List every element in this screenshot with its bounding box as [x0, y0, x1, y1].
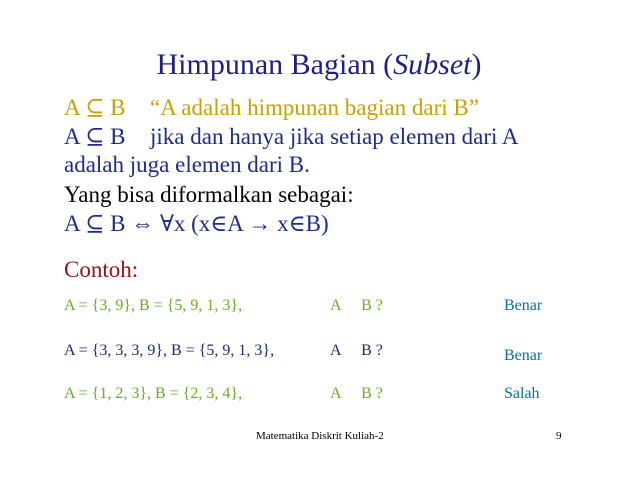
- example-heading: Contoh:: [64, 257, 139, 282]
- formal-definition: A ⊆ B ⇔ ∀x (x∈A → x∈B): [64, 211, 329, 236]
- example-3-sets: A = {1, 2, 3}, B = {2, 3, 4},: [64, 385, 243, 402]
- example-1-sets: A = {3, 9}, B = {5, 9, 1, 3},: [64, 297, 243, 314]
- definition-symbol: A ⊆ B: [64, 95, 126, 120]
- slide-title: Himpunan Bagian (Subset): [156, 48, 482, 81]
- iff-continuation: adalah juga elemen dari B.: [64, 152, 310, 177]
- definition-text: “A adalah himpunan bagian dari B”: [150, 95, 479, 120]
- example-3-question: A B ?: [330, 385, 367, 402]
- page-number: 9: [556, 430, 562, 442]
- example-1-question: A B ?: [330, 297, 367, 314]
- example-3-answer: Salah: [504, 385, 540, 402]
- footer-course: Matematika Diskrit Kuliah-2: [256, 430, 384, 442]
- iff-text: jika dan hanya jika setiap elemen dari A: [150, 124, 519, 149]
- example-2-question: A B ?: [330, 342, 367, 359]
- example-2-sets: A = {3, 3, 3, 9}, B = {5, 9, 1, 3},: [64, 342, 275, 359]
- example-1-answer: Benar: [504, 297, 543, 314]
- example-2-answer: Benar: [504, 347, 543, 364]
- formalized-caption: Yang bisa diformalkan sebagai:: [64, 182, 354, 207]
- iff-symbol: A ⊆ B: [64, 124, 126, 149]
